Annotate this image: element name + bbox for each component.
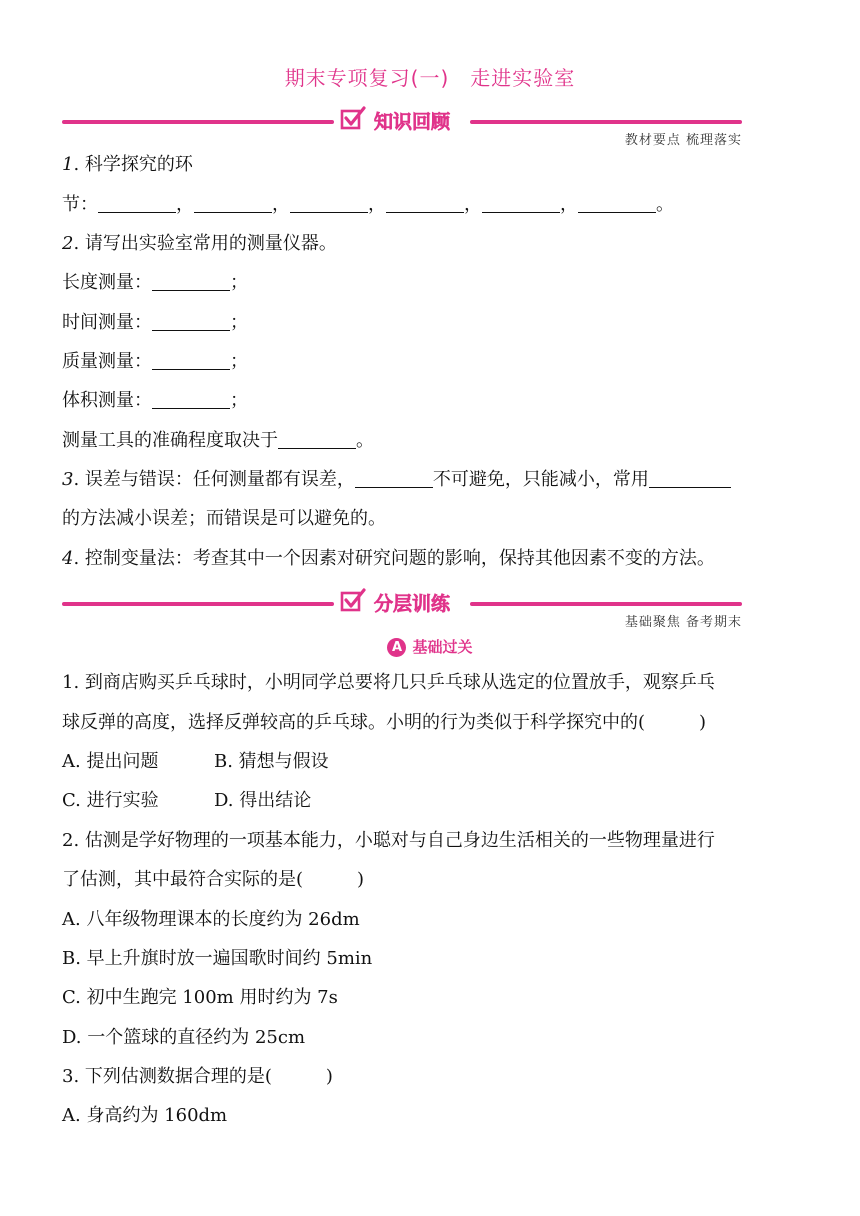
separator: ， (368, 194, 386, 215)
fill-blank[interactable] (194, 194, 272, 213)
item-text: 的方法减小误差；而错误是可以避免的。 (62, 508, 386, 529)
question-2-line-1: 2. 估测是学好物理的一项基本能力，小聪对与自己身边生活相关的一些物理量进行 (62, 830, 715, 851)
option-a[interactable]: A. 八年级物理课本的长度约为 26dm (62, 909, 360, 930)
review-item-2 (62, 231, 792, 257)
item-text: 不可避免，只能减小，常用 (432, 469, 649, 490)
page-title: 期末专项复习(一) 走进实验室 (284, 66, 576, 90)
section-label: 分层训练 (374, 593, 451, 615)
level-badge (0, 636, 860, 657)
item-text: 长度测量： (62, 272, 152, 293)
item-text: . 误差与错误：任何测量都有误差， (73, 469, 355, 490)
option-a[interactable]: A. 提出问题 (62, 751, 159, 772)
level-label: 基础过关 (412, 638, 473, 656)
section-subtitle: 教材要点 梳理落实 (624, 133, 742, 148)
review-item-1 (62, 152, 792, 178)
item-text: 体积测量： (62, 390, 152, 411)
question-1-options-row-1 (62, 749, 792, 775)
item-number: 2 (62, 233, 74, 254)
section-subtitle: 基础聚焦 备考期末 (624, 615, 742, 630)
item-text: 测量工具的准确程度取决于 (62, 430, 278, 451)
option-d[interactable]: D. 得出结论 (214, 790, 312, 811)
level-letter-icon: A (387, 638, 406, 657)
separator: ， (272, 194, 290, 215)
separator: ； (230, 312, 248, 333)
item-text: 时间测量： (62, 312, 152, 333)
fill-blank[interactable] (649, 469, 731, 488)
separator: ， (176, 194, 194, 215)
section-header-practice (62, 588, 742, 628)
item-text: . 科学探究的环 (73, 154, 193, 175)
fill-blank[interactable] (152, 351, 230, 370)
question-1-line-1: 1. 到商店购买乒乓球时，小明同学总要将几只乒乓球从选定的位置放手，观察乒乓 (62, 672, 715, 693)
section-divider-right (470, 120, 742, 124)
item-text: 节： (62, 194, 98, 215)
option-c[interactable]: C. 初中生跑完 100m 用时约为 7s (62, 987, 338, 1008)
question-3-line-1: 3. 下列估测数据合理的是( ) (62, 1066, 333, 1087)
option-b[interactable]: B. 早上升旗时放一遍国歌时间约 5min (62, 948, 373, 969)
section-label: 知识回顾 (374, 111, 451, 133)
fill-blank[interactable] (578, 194, 656, 213)
review-time-row (62, 310, 792, 336)
section-header-review (62, 106, 742, 146)
fill-blank[interactable] (386, 194, 464, 213)
fill-blank[interactable] (355, 469, 433, 488)
option-a[interactable]: A. 身高约为 160dm (62, 1105, 228, 1126)
section-divider-left (62, 120, 334, 124)
fill-blank[interactable] (152, 312, 230, 331)
item-number: 3 (62, 469, 74, 490)
review-length-row (62, 270, 792, 296)
checkbox-check-icon (340, 106, 366, 132)
fill-blank[interactable] (152, 390, 230, 409)
item-number: 4 (62, 548, 74, 569)
checkbox-check-icon (340, 588, 366, 614)
fill-blank[interactable] (152, 272, 230, 291)
option-b[interactable]: B. 猜想与假设 (214, 751, 329, 772)
question-1-line-2: 球反弹的高度，选择反弹较高的乒乓球。小明的行为类似于科学探究中的( ) (62, 712, 707, 733)
question-1-options-row-2 (62, 788, 792, 814)
fill-blank[interactable] (98, 194, 176, 213)
option-c[interactable]: C. 进行实验 (62, 790, 159, 811)
review-mass-row (62, 349, 792, 375)
separator: ； (230, 351, 248, 372)
separator: ， (560, 194, 578, 215)
separator: ， (464, 194, 482, 215)
review-item-1-blanks (62, 192, 792, 218)
review-item-3 (62, 467, 792, 493)
separator: ； (230, 272, 248, 293)
section-divider-right (470, 602, 742, 606)
question-2-line-2: 了估测，其中最符合实际的是( ) (62, 869, 365, 890)
separator: ； (230, 390, 248, 411)
item-number: 1 (62, 154, 74, 175)
fill-blank[interactable] (278, 430, 356, 449)
item-text: . 请写出实验室常用的测量仪器。 (73, 233, 337, 254)
fill-blank[interactable] (290, 194, 368, 213)
item-text: 质量测量： (62, 351, 152, 372)
review-item-3-cont (62, 506, 792, 532)
review-item-4 (62, 546, 792, 572)
option-d[interactable]: D. 一个篮球的直径约为 25cm (62, 1027, 306, 1048)
separator: 。 (356, 430, 374, 451)
review-precision-row (62, 428, 792, 454)
separator: 。 (656, 194, 674, 215)
item-text: . 控制变量法：考查其中一个因素对研究问题的影响，保持其他因素不变的方法。 (73, 548, 715, 569)
fill-blank[interactable] (482, 194, 560, 213)
section-divider-left (62, 602, 334, 606)
review-volume-row (62, 388, 792, 414)
